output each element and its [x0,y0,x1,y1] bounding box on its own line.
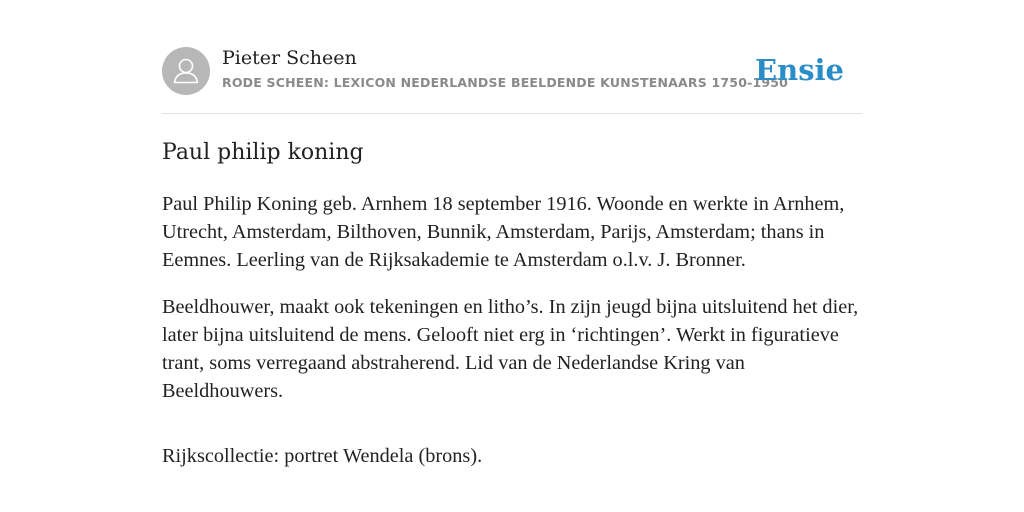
article-header [162,46,862,96]
author-name[interactable]: Pieter Scheen [222,47,357,69]
paragraph-3: Rijkscollectie: portret Wendela (brons). [162,445,483,467]
source-label[interactable]: RODE SCHEEN: LEXICON NEDERLANDSE BEELDENDE KUNSTENAARS 1750-1950 [222,75,789,90]
header-divider [162,113,862,114]
paragraph-2: Beeldhouwer, maakt ook tekeningen en litho’s. In zijn jeugd bijna uitsluitend het dier, later bijna uitsluitend de mens. Gelooft niet erg in ‘richtingen’. Werkt in figuratieve trant, soms verregaand abstraherend. Lid van de Nederlandse Kring van Beeldhouwers. [162,296,859,402]
user-avatar-icon[interactable] [162,47,210,95]
article-body [162,190,862,489]
ensie-logo[interactable]: Ensie [755,53,844,87]
page-title: Paul philip koning [162,140,364,165]
paragraph-1: Paul Philip Koning geb. Arnhem 18 september 1916. Woonde en werkte in Arnhem, Utrecht, Amsterdam, Bilthoven, Bunnik, Amsterdam, Parijs, Amsterdam; thans in Eemnes. Leerling van de Rijksakademie te Amsterdam o.l.v. J. Bronner. [162,193,845,271]
